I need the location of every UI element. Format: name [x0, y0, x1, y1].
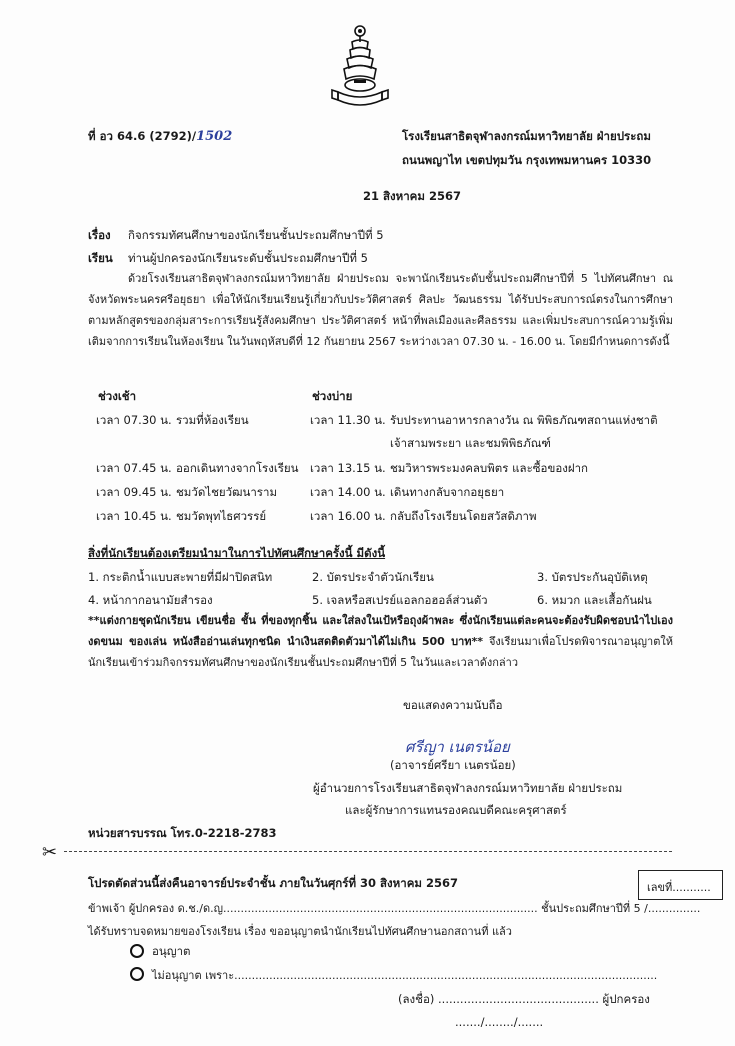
school-name: โรงเรียนสาธิตจุฬาลงกรณ์มหาวิทยาลัย ฝ่ายประถม: [402, 129, 651, 143]
item-2: 2. บัตรประจำตัวนักเรียน: [312, 570, 434, 584]
signatory-position-1: ผู้อำนวยการโรงเรียนสาธิตจุฬาลงกรณ์มหาวิทยาลัย ฝ่ายประถม: [313, 781, 623, 795]
slip-title: โปรดตัดส่วนนี้ส่งคืนอาจารย์ประจำชั้น ภายในวันศุกร์ที่ 30 สิงหาคม 2567: [88, 876, 458, 890]
cut-line: [64, 851, 672, 852]
afternoon-activity-1: รับประทานอาหารกลางวัน ณ พิพิธภัณฑสถานแห่งชาติ: [390, 413, 658, 427]
signatory-position-2: และผู้รักษาการแทนรองคณบดีคณะครุศาสตร์: [345, 803, 567, 817]
afternoon-time-1: เวลา 11.30 น.: [310, 413, 386, 427]
afternoon-activity-1-cont: เจ้าสามพระยา และชมพิพิธภัณฑ์: [390, 436, 551, 450]
school-address: ถนนพญาไท เขตปทุมวัน กรุงเทพมหานคร 10330: [402, 153, 652, 167]
item-6: 6. หมวก และเสื้อกันฝน: [537, 593, 652, 607]
afternoon-activity-2: ชมวิหารพระมงคลบพิตร และซื้อของฝาก: [390, 461, 588, 475]
allow-label: อนุญาต: [152, 944, 191, 958]
morning-time-4: เวลา 10.45 น.: [96, 509, 172, 523]
letter-date: 21 สิงหาคม 2567: [363, 189, 461, 203]
slip-parent-line[interactable]: ข้าพเจ้า ผู้ปกครอง ด.ช./ด.ญ.......................................................................................... ชั้นประถมศึกษาปีที่ 5 /...............: [88, 902, 701, 915]
signatory-name: (อาจารย์ศรียา เนตรน้อย): [390, 758, 516, 772]
slip-acknowledge-line: ได้รับทราบจดหมายของโรงเรียน เรื่อง ขออนุญาตนำนักเรียนไปทัศนศึกษานอกสถานที่ แล้ว: [88, 925, 512, 938]
afternoon-time-2: เวลา 13.15 น.: [310, 461, 386, 475]
parent-signature-line[interactable]: (ลงชื่อ) ............................................ ผู้ปกครอง: [398, 992, 650, 1006]
morning-time-3: เวลา 09.45 น.: [96, 485, 172, 499]
item-3: 3. บัตรประกันอุบัติเหตุ: [537, 570, 648, 584]
morning-activity-4: ชมวัดพุทไธศวรรย์: [176, 509, 267, 523]
closing-regards: ขอแสดงความนับถือ: [403, 698, 503, 712]
student-number-label: เลขที่...........: [647, 881, 711, 894]
item-4: 4. หน้ากากอนามัยสำรอง: [88, 593, 213, 607]
morning-activity-1: รวมที่ห้องเรียน: [176, 413, 249, 427]
morning-time-2: เวลา 07.45 น.: [96, 461, 172, 475]
afternoon-header: ช่วงบ่าย: [312, 389, 353, 403]
body-paragraph: ด้วยโรงเรียนสาธิตจุฬาลงกรณ์มหาวิทยาลัย ฝ่ายประถม จะพานักเรียนระดับชั้นประถมศึกษาปีที่ 5 ไปทัศนศึกษา ณ จังหวัดพระนครศรีอยุธยา เพื่อให้นักเรียนเรียนรู้เกี่ยวกับประวัติศาสตร์ ศิลปะ วัฒนธรรม ได้รับประสบการณ์ตรงในการศึกษาตามหลักสูตรของกลุ่มสาระการเรียนรู้สังคมศึกษา ประวัติศาสตร์ หน้าที่พลเมืองและศีลธรรม และเพิ่มประสบการณ์ความรู้เพิ่มเติมจากการเรียนในห้องเรียน ในวันพฤหัสบดีที่ 12 กันยายน 2567 ระหว่างเวลา 07.30 น. - 16.00 น. โดยมีกำหนดการดังนี้: [88, 272, 673, 348]
reference-number: [88, 128, 232, 146]
to-text: ท่านผู้ปกครองนักเรียนระดับชั้นประถมศึกษาปีที่ 5: [128, 251, 368, 265]
reference-prefix: ที่ อว 64.6 (2792)/: [88, 129, 197, 143]
signature: ศรีญา เนตรน้อย: [405, 738, 510, 756]
contact-line: หน่วยสารบรรณ โทร.0-2218-2783: [88, 826, 277, 840]
morning-activity-2: ออกเดินทางจากโรงเรียน: [176, 461, 299, 475]
to-label: เรียน: [88, 251, 113, 265]
items-heading: สิ่งที่นักเรียนต้องเตรียมนำมาในการไปทัศนศึกษาครั้งนี้ มีดังนี้: [88, 546, 386, 560]
allow-radio[interactable]: [130, 944, 144, 958]
student-number-box[interactable]: [638, 870, 723, 900]
reference-handwritten: 1502: [196, 129, 233, 144]
deny-radio[interactable]: [130, 967, 144, 981]
afternoon-activity-4: กลับถึงโรงเรียนโดยสวัสดิภาพ: [390, 509, 537, 523]
notice-normal: จึงเรียนมาเพื่อโปรดพิจารณาอนุญาตให้นักเรียนเข้าร่วมกิจกรรมทัศนศึกษาของนักเรียนชั้นประถมศึกษาปีที่ 5 ในวันและเวลาดังกล่าว: [88, 635, 673, 669]
afternoon-time-3: เวลา 14.00 น.: [310, 485, 386, 499]
item-1: 1. กระติกน้ำแบบสะพายที่มีฝาปิดสนิท: [88, 570, 273, 584]
morning-activity-3: ชมวัดไชยวัฒนาราม: [176, 485, 278, 499]
afternoon-time-4: เวลา 16.00 น.: [310, 509, 386, 523]
scissors-icon: ✂: [42, 842, 58, 863]
school-emblem: [330, 22, 390, 114]
subject-label: เรื่อง: [88, 228, 111, 242]
slip-date-line[interactable]: ......./......../.......: [455, 1015, 544, 1029]
notice-bold: **แต่งกายชุดนักเรียน เขียนชื่อ ชั้น ที่ของทุกชิ้น และใส่ลงในเป้หรือถุงผ้าพละ ซึ่งนักเรียนแต่ละคนจะต้องรับผิดชอบนำไปเอง งดขนม ของเล่น หนังสืออ่านเล่นทุกชนิด นำเงินสดติดตัวมาได้ไม่เกิน 500 บาท**: [88, 614, 673, 648]
notice-paragraph: [88, 610, 673, 673]
subject-text: กิจกรรมทัศนศึกษาของนักเรียนชั้นประถมศึกษาปีที่ 5: [128, 228, 384, 242]
deny-reason-line[interactable]: ไม่อนุญาต เพราะ.........................................................................................................................: [152, 969, 658, 982]
item-5: 5. เจลหรือสเปรย์แอลกอฮอล์ส่วนตัว: [312, 593, 488, 607]
afternoon-activity-3: เดินทางกลับจากอยุธยา: [390, 485, 505, 499]
morning-header: ช่วงเช้า: [98, 389, 137, 403]
morning-time-1: เวลา 07.30 น.: [96, 413, 172, 427]
